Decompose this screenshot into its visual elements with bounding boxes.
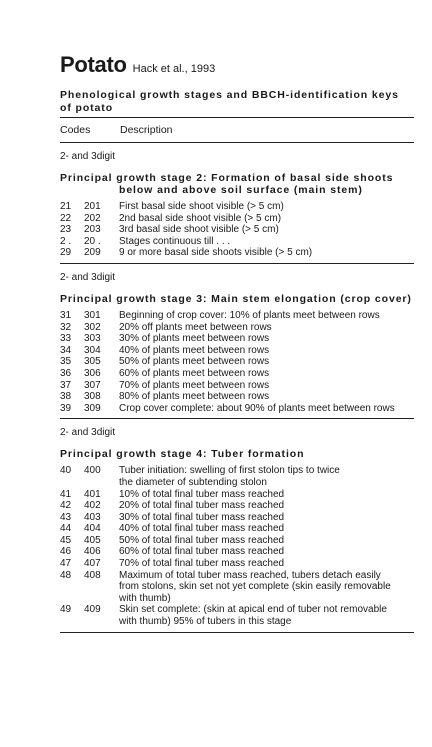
code-3digit: 209 [84, 247, 101, 259]
row-description: 60% of total final tuber mass reached [119, 546, 285, 558]
stage-title-line: Principal growth stage 4: Tuber formation [60, 448, 305, 461]
table-row [60, 391, 414, 403]
table-row [60, 535, 414, 547]
code-2digit: 38 [60, 391, 72, 403]
code-3digit: 309 [84, 402, 101, 414]
table-row [60, 500, 414, 512]
code-3digit [84, 581, 119, 593]
row-description: 20% off plants meet between rows [119, 321, 272, 333]
page-title: Potato [60, 52, 127, 77]
table-header [60, 118, 414, 142]
table-row [60, 546, 414, 558]
code-2digit: 45 [60, 534, 72, 546]
header-codes: Codes [60, 124, 91, 136]
stage-title [60, 172, 414, 196]
title-row [60, 52, 414, 78]
code-2digit [60, 477, 84, 489]
subtitle: Phenological growth stages and BBCH-identification keys of potato [60, 89, 399, 114]
table-row [60, 477, 414, 489]
code-3digit: 409 [84, 604, 101, 616]
code-3digit: 301 [84, 309, 101, 321]
code-3digit: 408 [84, 569, 101, 581]
row-description: Stages continuous till . . . [119, 235, 231, 247]
code-3digit: 202 [84, 212, 101, 224]
table-row [60, 201, 414, 213]
table-row [60, 489, 414, 501]
table-row [60, 247, 414, 259]
code-3digit: 20 . [84, 235, 101, 247]
table-row [60, 333, 414, 345]
table-row [60, 213, 414, 225]
table-row [60, 523, 414, 535]
code-2digit: 35 [60, 356, 72, 368]
row-description: 20% of total final tuber mass reached [119, 500, 285, 512]
row-description: 3rd basal side shoot visible (> 5 cm) [119, 224, 279, 236]
stage-rows [60, 465, 414, 627]
code-3digit: 307 [84, 379, 101, 391]
code-3digit: 203 [84, 224, 101, 236]
code-3digit: 304 [84, 344, 101, 356]
stage-title-continuation: below and above soil surface (main stem) [119, 184, 363, 196]
table-row [60, 345, 414, 357]
table-row [60, 356, 414, 368]
code-3digit: 305 [84, 356, 101, 368]
code-2digit: 37 [60, 379, 72, 391]
stage-title [60, 448, 414, 460]
code-3digit: 303 [84, 333, 101, 345]
table-row [60, 604, 414, 616]
row-description: with thumb) 95% of tubers in this stage [119, 616, 292, 628]
code-3digit: 402 [84, 500, 101, 512]
code-2digit: 21 [60, 201, 72, 212]
code-3digit [84, 593, 119, 605]
row-description: 70% of plants meet between rows [119, 379, 270, 391]
reference: Hack et al., 1993 [132, 63, 216, 75]
row-description: 30% of total final tuber mass reached [119, 511, 285, 523]
row-description: Crop cover complete: about 90% of plants meet between rows [119, 402, 395, 414]
code-2digit [60, 581, 84, 593]
row-description: 50% of plants meet between rows [119, 356, 270, 368]
row-description: from stolons, skin set not yet complete (skin easily removable [119, 581, 391, 593]
document-content [60, 52, 414, 633]
code-3digit: 201 [84, 201, 101, 212]
code-2digit: 23 [60, 224, 72, 236]
code-3digit: 400 [84, 465, 101, 477]
code-2digit [60, 593, 84, 605]
code-2digit: 31 [60, 309, 72, 321]
table-row [60, 512, 414, 524]
table-row [60, 403, 414, 415]
code-3digit: 405 [84, 534, 101, 546]
row-description: with thumb) [119, 592, 171, 604]
code-2digit: 32 [60, 321, 72, 333]
row-description: 9 or more basal side shoots visible (> 5 cm) [119, 247, 313, 259]
stage-rows [60, 201, 414, 259]
table-row [60, 236, 414, 248]
table-row [60, 368, 414, 380]
code-3digit [84, 616, 119, 628]
code-2digit: 42 [60, 500, 72, 512]
code-3digit: 407 [84, 558, 101, 570]
stage-title-line: Principal growth stage 2: Formation of basal side shoots [60, 172, 394, 184]
row-description: 40% of total final tuber mass reached [119, 523, 285, 535]
section-rule [60, 632, 414, 633]
code-2digit: 44 [60, 523, 72, 535]
code-3digit: 308 [84, 391, 101, 403]
code-2digit: 33 [60, 333, 72, 345]
row-description: the diameter of subtending stolon [119, 476, 267, 488]
row-description: 30% of plants meet between rows [119, 333, 270, 345]
digit-label: 2- and 3digit [60, 271, 116, 283]
row-description: 50% of total final tuber mass reached [119, 534, 285, 546]
table-row [60, 558, 414, 570]
code-3digit: 404 [84, 523, 101, 535]
table-row [60, 570, 414, 582]
table-row [60, 593, 414, 605]
code-2digit: 49 [60, 604, 72, 616]
row-description: 70% of total final tuber mass reached [119, 558, 285, 570]
code-2digit: 40 [60, 465, 72, 477]
row-description: Tuber initiation: swelling of first stolon tips to twice [119, 465, 340, 477]
row-description: Skin set complete: (skin at apical end of tuber not removable [119, 604, 387, 616]
row-description: Beginning of crop cover: 10% of plants meet between rows [119, 309, 380, 321]
code-2digit: 39 [60, 402, 72, 414]
digit-label: 2- and 3digit [60, 151, 116, 162]
code-2digit: 29 [60, 247, 72, 259]
code-3digit [84, 477, 119, 489]
code-3digit: 406 [84, 546, 101, 558]
row-description: 40% of plants meet between rows [119, 344, 270, 356]
table-row [60, 616, 414, 628]
code-2digit: 43 [60, 511, 72, 523]
code-2digit: 47 [60, 558, 72, 570]
code-2digit: 2 . [60, 235, 72, 247]
code-2digit: 48 [60, 569, 72, 581]
code-2digit [60, 616, 84, 628]
table-row [60, 224, 414, 236]
table-row [60, 322, 414, 334]
code-3digit: 401 [84, 488, 101, 500]
header-description: Description [120, 124, 173, 136]
code-2digit: 22 [60, 212, 72, 224]
code-3digit: 306 [84, 367, 101, 379]
row-description: 2nd basal side shoot visible (> 5 cm) [119, 212, 282, 224]
stage-title [60, 293, 414, 305]
digit-label: 2- and 3digit [60, 427, 116, 439]
row-description: 10% of total final tuber mass reached [119, 488, 285, 500]
stage-rows [60, 310, 414, 414]
code-2digit: 34 [60, 344, 72, 356]
table-row [60, 465, 414, 477]
sections [60, 143, 414, 633]
stage-title-line: Principal growth stage 3: Main stem elongation (crop cover) [60, 292, 412, 305]
table-row [60, 380, 414, 392]
code-3digit: 403 [84, 511, 101, 523]
row-description: First basal side shoot visible (> 5 cm) [119, 201, 284, 212]
row-description: 80% of plants meet between rows [119, 391, 270, 403]
code-2digit: 36 [60, 367, 72, 379]
row-description: 60% of plants meet between rows [119, 367, 270, 379]
row-description: Maximum of total tuber mass reached, tubers detach easily [119, 569, 381, 581]
code-2digit: 41 [60, 488, 72, 500]
table-row [60, 310, 414, 322]
code-2digit: 46 [60, 546, 72, 558]
table-row [60, 581, 414, 593]
code-3digit: 302 [84, 321, 101, 333]
